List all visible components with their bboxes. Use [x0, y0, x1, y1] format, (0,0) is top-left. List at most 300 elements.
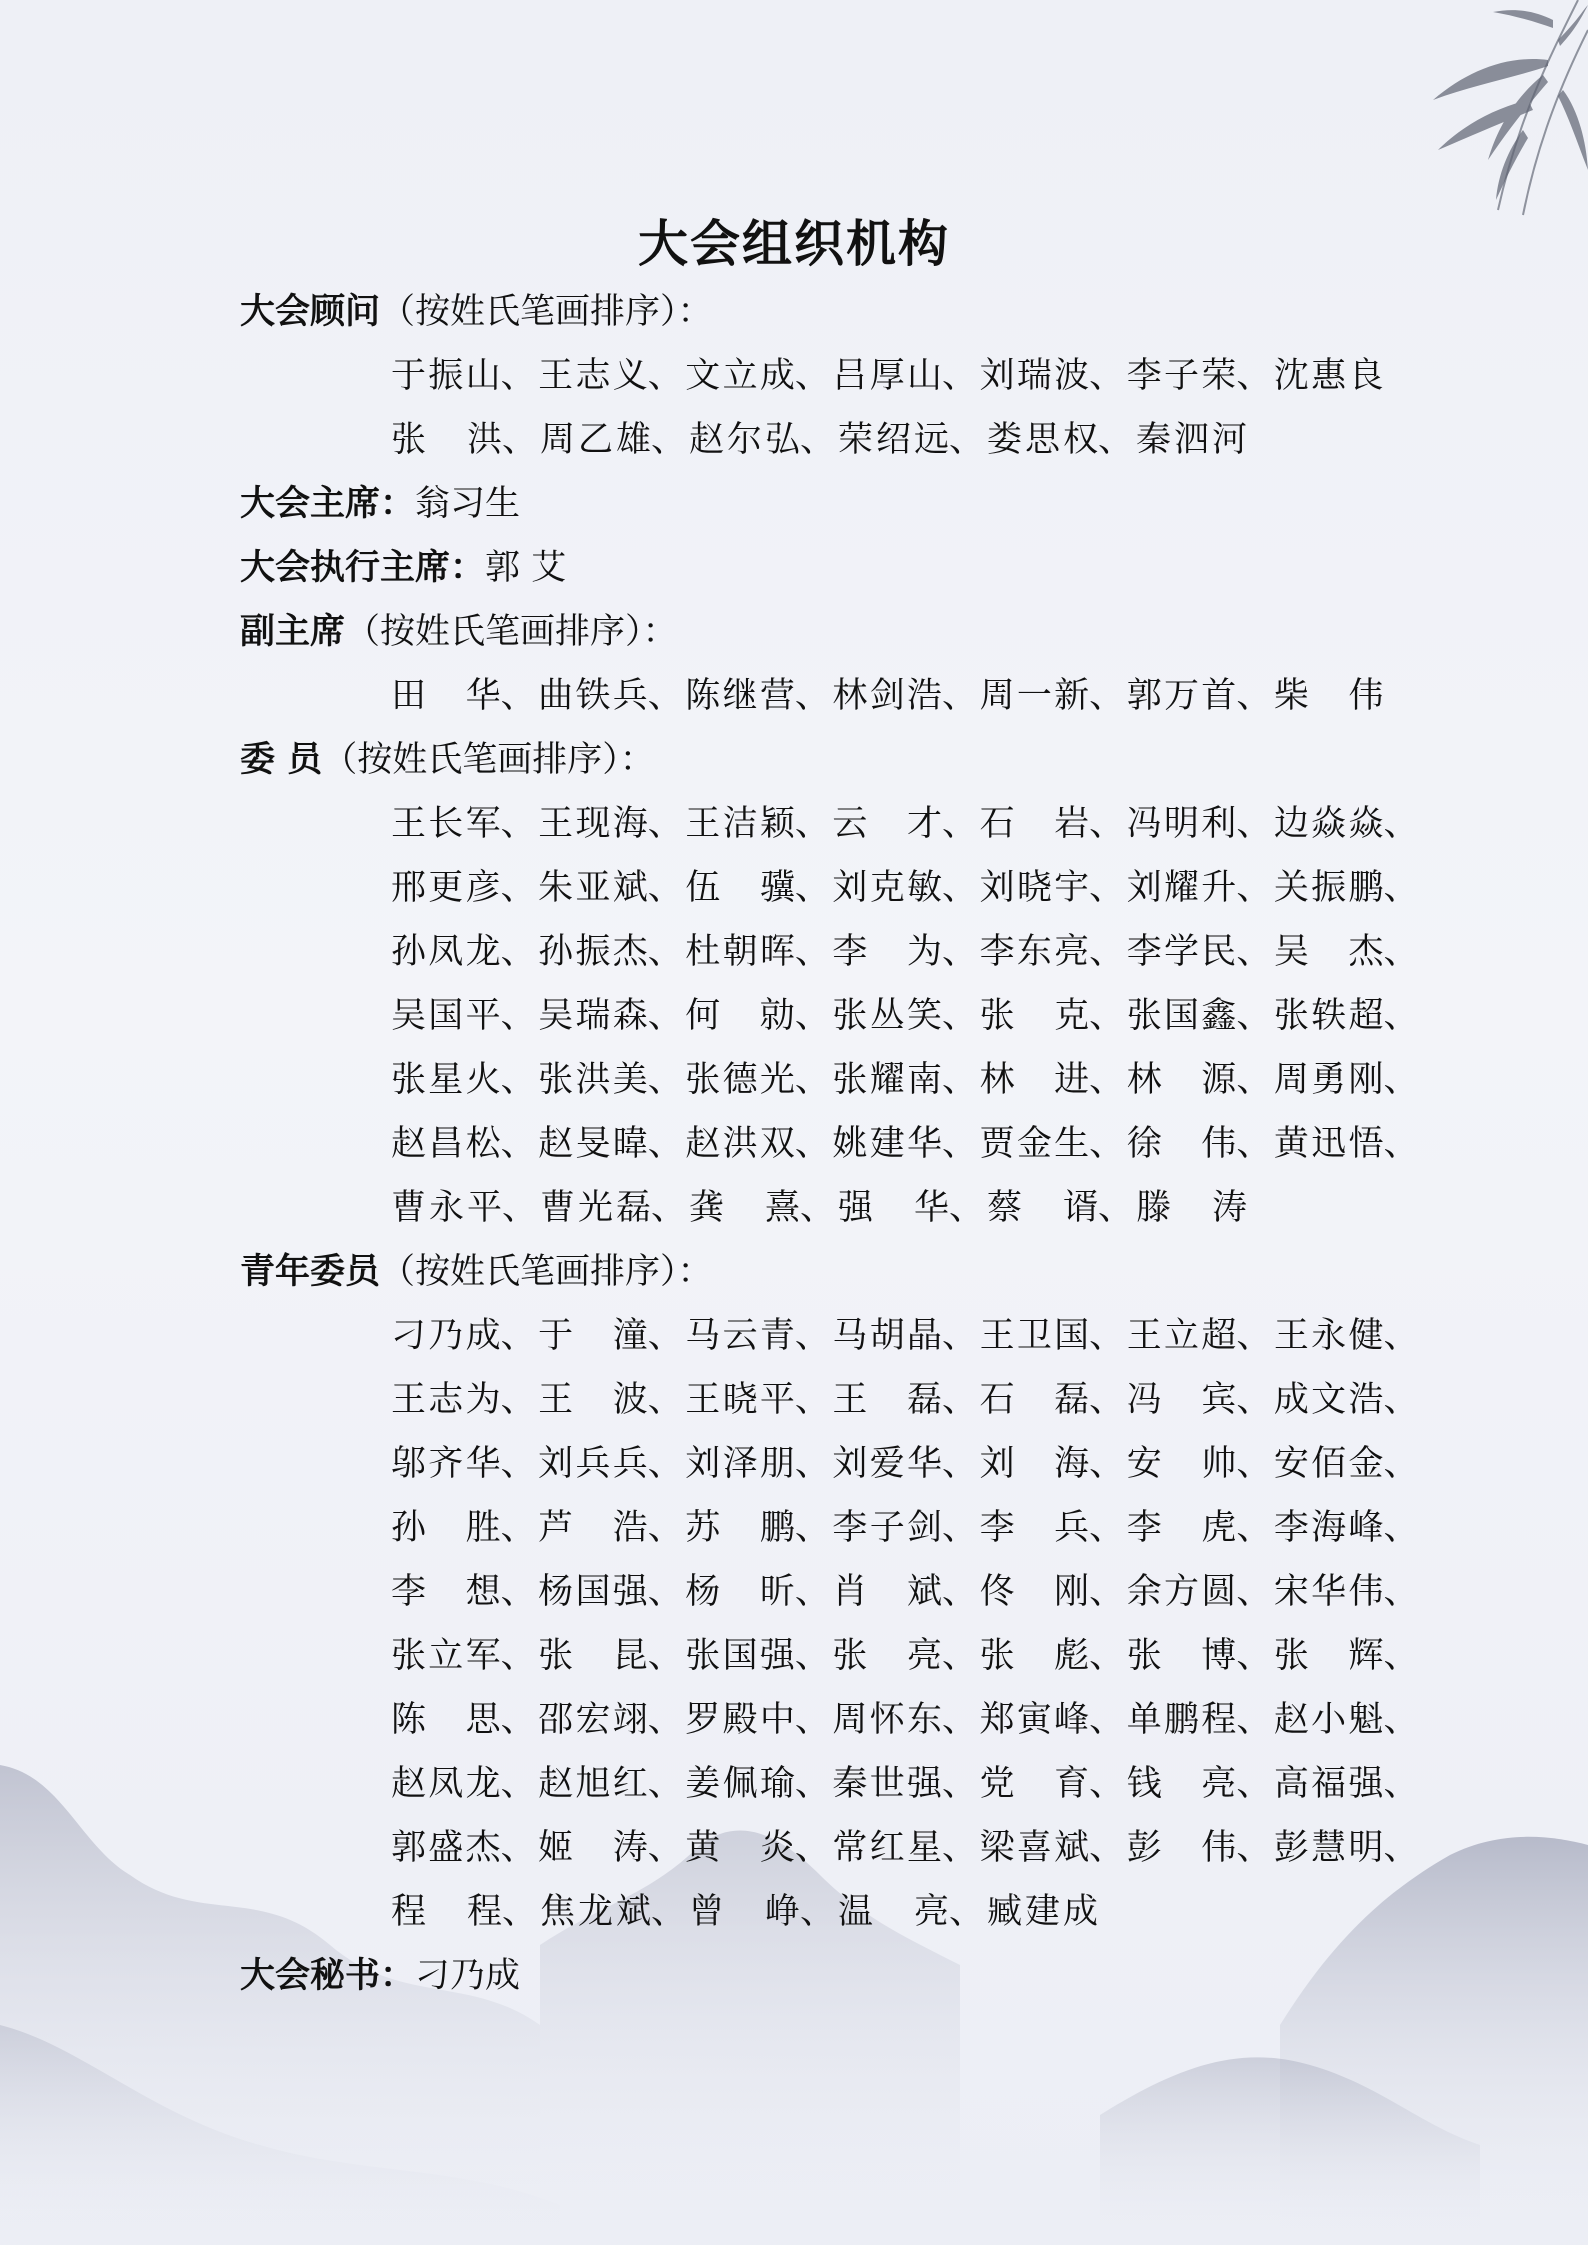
person-name: 苏鹏: [685, 1508, 795, 1548]
person-name: 张昆: [538, 1636, 648, 1676]
name-row: [391, 1058, 1421, 1102]
person-name: 赵小魁: [1273, 1700, 1384, 1740]
person-name: 安帅: [1126, 1444, 1237, 1484]
name-separator: 、: [1089, 1060, 1125, 1100]
person-name: 王磊: [832, 1380, 943, 1420]
name-separator: 、: [942, 804, 978, 844]
name-separator: 、: [1236, 356, 1272, 396]
name-row: [391, 1890, 1421, 1934]
name-separator: 、: [1236, 932, 1272, 972]
name-separator: 、: [794, 356, 830, 396]
person-name: 赵洪双: [685, 1124, 795, 1164]
person-name: 赵旻暐: [538, 1124, 648, 1164]
person-name: 马胡晶: [832, 1316, 943, 1356]
person-name: 张洪美: [538, 1060, 648, 1100]
person-name: 李虎: [1126, 1508, 1237, 1548]
name-separator: 、: [647, 804, 683, 844]
person-name: 周勇刚: [1273, 1060, 1384, 1100]
person-name: 程程: [391, 1892, 502, 1932]
name-separator: 、: [1383, 1380, 1419, 1420]
person-name: 周一新: [979, 676, 1090, 716]
youth-members-heading: [240, 1250, 713, 1294]
secretary-label: 大会秘书：: [240, 1956, 416, 1996]
name-separator: 、: [794, 1508, 830, 1548]
name-row: [391, 1570, 1421, 1614]
name-separator: 、: [502, 420, 538, 460]
name-separator: 、: [500, 356, 536, 396]
name-separator: 、: [1383, 1700, 1419, 1740]
name-separator: 、: [1236, 868, 1272, 908]
name-separator: 、: [794, 1316, 830, 1356]
name-separator: 、: [1089, 804, 1125, 844]
page-title: 大会组织机构: [638, 215, 950, 273]
name-separator: 、: [942, 1124, 978, 1164]
name-separator: 、: [942, 1444, 978, 1484]
name-separator: 、: [500, 1380, 536, 1420]
person-name: 刘晓宇: [979, 868, 1090, 908]
name-separator: 、: [647, 1828, 683, 1868]
person-name: 吴瑞森: [538, 996, 648, 1036]
name-separator: [1383, 674, 1421, 718]
person-name: 冯明利: [1126, 804, 1237, 844]
person-name: 田华: [391, 676, 501, 716]
person-name: 王志为: [391, 1380, 501, 1420]
person-name: 党育: [979, 1764, 1090, 1804]
person-name: 张立军: [391, 1636, 501, 1676]
chair-line: [240, 482, 520, 526]
vice-chairs-heading: [240, 610, 678, 654]
person-name: 吴杰: [1273, 932, 1384, 972]
person-name: 云才: [832, 804, 943, 844]
name-separator: 、: [1383, 868, 1419, 908]
name-separator: 、: [942, 1380, 978, 1420]
person-name: 于振山: [391, 356, 501, 396]
name-separator: 、: [942, 932, 978, 972]
name-separator: 、: [800, 1188, 836, 1228]
person-name: 刘克敏: [832, 868, 943, 908]
name-separator: 、: [942, 1572, 978, 1612]
youth-members-label: 青年委员: [240, 1252, 381, 1292]
person-name: 冯宾: [1126, 1380, 1237, 1420]
name-separator: 、: [1089, 1764, 1125, 1804]
name-row: [391, 994, 1421, 1038]
name-separator: 、: [794, 1444, 830, 1484]
name-separator: 、: [1383, 1316, 1419, 1356]
name-row: [391, 674, 1421, 718]
name-row: [391, 1698, 1421, 1742]
name-separator: 、: [500, 1124, 536, 1164]
person-name: 杨昕: [685, 1572, 795, 1612]
vice-chairs-label: 副主席: [240, 612, 346, 652]
name-separator: 、: [949, 1188, 985, 1228]
person-name: 陈继营: [685, 676, 795, 716]
name-row: [391, 1122, 1421, 1166]
name-row: [391, 1314, 1421, 1358]
person-name: 张彪: [979, 1636, 1090, 1676]
person-name: 单鹏程: [1126, 1700, 1237, 1740]
name-separator: 、: [1236, 1764, 1272, 1804]
name-separator: 、: [1236, 1700, 1272, 1740]
name-separator: 、: [502, 1188, 538, 1228]
name-separator: 、: [942, 996, 978, 1036]
person-name: 王波: [538, 1380, 648, 1420]
person-name: 芦浩: [538, 1508, 648, 1548]
person-name: 赵凤龙: [391, 1764, 501, 1804]
person-name: 刁乃成: [391, 1316, 501, 1356]
person-name: 文立成: [685, 356, 795, 396]
name-separator: 、: [500, 676, 536, 716]
person-name: 周乙雄: [540, 420, 651, 460]
name-separator: 、: [500, 996, 536, 1036]
name-separator: [1098, 1890, 1136, 1934]
name-separator: 、: [1383, 1636, 1419, 1676]
person-name: 陈思: [391, 1700, 501, 1740]
name-separator: 、: [1089, 1572, 1125, 1612]
name-separator: 、: [794, 1060, 830, 1100]
advisors-heading: [240, 290, 713, 334]
name-separator: 、: [1089, 1380, 1125, 1420]
exec-chair-value: 郭 艾: [485, 548, 567, 588]
person-name: 王晓平: [685, 1380, 795, 1420]
name-separator: 、: [500, 932, 536, 972]
person-name: 姬涛: [538, 1828, 648, 1868]
person-name: 何勍: [685, 996, 795, 1036]
name-separator: 、: [942, 1508, 978, 1548]
person-name: 梁喜斌: [979, 1828, 1090, 1868]
person-name: 沈惠良: [1273, 356, 1384, 396]
person-name: 王志义: [538, 356, 648, 396]
name-separator: 、: [949, 420, 985, 460]
person-name: 刘兵兵: [538, 1444, 648, 1484]
person-name: 李兵: [979, 1508, 1090, 1548]
name-row: [391, 930, 1421, 974]
name-separator: 、: [1236, 1124, 1272, 1164]
name-separator: 、: [647, 1700, 683, 1740]
person-name: 张辉: [1273, 1636, 1384, 1676]
name-separator: 、: [647, 996, 683, 1036]
secretary-line: [240, 1954, 520, 1998]
name-separator: 、: [1236, 996, 1272, 1036]
person-name: 杨国强: [538, 1572, 648, 1612]
name-separator: 、: [949, 1892, 985, 1932]
name-separator: 、: [1383, 1444, 1419, 1484]
person-name: 李为: [832, 932, 943, 972]
name-separator: 、: [1383, 1572, 1419, 1612]
person-name: 王立超: [1126, 1316, 1237, 1356]
name-separator: 、: [794, 1764, 830, 1804]
person-name: 石岩: [979, 804, 1090, 844]
name-separator: 、: [500, 868, 536, 908]
members-heading: [240, 738, 655, 782]
person-name: 赵旭红: [538, 1764, 648, 1804]
person-name: 吕厚山: [832, 356, 943, 396]
person-name: 张亮: [832, 1636, 943, 1676]
name-separator: 、: [1089, 356, 1125, 396]
name-separator: 、: [794, 1636, 830, 1676]
person-name: 吴国平: [391, 996, 501, 1036]
vice-chairs-note: （按姓氏笔画排序）：: [345, 612, 678, 652]
person-name: 张国强: [685, 1636, 795, 1676]
person-name: 林剑浩: [832, 676, 943, 716]
name-separator: 、: [1089, 932, 1125, 972]
person-name: 钱亮: [1126, 1764, 1237, 1804]
name-separator: 、: [794, 932, 830, 972]
name-row: [391, 1186, 1421, 1230]
person-name: 姚建华: [832, 1124, 943, 1164]
person-name: 秦泗河: [1136, 420, 1247, 460]
person-name: 李想: [391, 1572, 501, 1612]
name-separator: 、: [1089, 996, 1125, 1036]
person-name: 张星火: [391, 1060, 501, 1100]
person-name: 周怀东: [832, 1700, 943, 1740]
name-separator: 、: [1236, 676, 1272, 716]
name-separator: 、: [500, 1444, 536, 1484]
name-separator: 、: [647, 356, 683, 396]
name-row: [391, 1762, 1421, 1806]
name-separator: 、: [794, 1828, 830, 1868]
name-separator: 、: [647, 1636, 683, 1676]
person-name: 彭慧明: [1273, 1828, 1384, 1868]
person-name: 王长军: [391, 804, 501, 844]
person-name: 马云青: [685, 1316, 795, 1356]
name-separator: 、: [1098, 1188, 1134, 1228]
person-name: 赵昌松: [391, 1124, 501, 1164]
name-separator: [1247, 418, 1285, 462]
person-name: 宋华伟: [1273, 1572, 1384, 1612]
person-name: 臧建成: [987, 1892, 1098, 1932]
name-row: [391, 1826, 1421, 1870]
person-name: 王永健: [1273, 1316, 1384, 1356]
name-separator: 、: [794, 1380, 830, 1420]
name-separator: 、: [647, 1572, 683, 1612]
name-separator: 、: [500, 1060, 536, 1100]
name-separator: 、: [647, 1316, 683, 1356]
person-name: 成文浩: [1273, 1380, 1384, 1420]
person-name: 刘泽朋: [685, 1444, 795, 1484]
person-name: 孙凤龙: [391, 932, 501, 972]
name-separator: 、: [794, 804, 830, 844]
person-name: 郑寅峰: [979, 1700, 1090, 1740]
name-separator: 、: [1236, 1572, 1272, 1612]
person-name: 佟刚: [979, 1572, 1090, 1612]
name-separator: 、: [800, 1892, 836, 1932]
name-separator: 、: [1098, 420, 1134, 460]
name-separator: 、: [500, 1508, 536, 1548]
advisors-label: 大会顾问: [240, 292, 381, 332]
person-name: 邬齐华: [391, 1444, 501, 1484]
person-name: 孙振杰: [538, 932, 648, 972]
name-separator: 、: [942, 1764, 978, 1804]
name-separator: 、: [942, 868, 978, 908]
person-name: 刘爱华: [832, 1444, 943, 1484]
person-name: 蔡谞: [987, 1188, 1098, 1228]
name-separator: 、: [1383, 1828, 1419, 1868]
name-separator: 、: [800, 420, 836, 460]
name-separator: 、: [1236, 1508, 1272, 1548]
name-separator: 、: [500, 1316, 536, 1356]
name-row: [391, 1506, 1421, 1550]
person-name: 温亮: [838, 1892, 949, 1932]
name-separator: 、: [1236, 1636, 1272, 1676]
person-name: 杜朝晖: [685, 932, 795, 972]
person-name: 肖斌: [832, 1572, 943, 1612]
name-separator: 、: [794, 1700, 830, 1740]
name-separator: 、: [794, 676, 830, 716]
name-separator: 、: [500, 804, 536, 844]
person-name: 张博: [1126, 1636, 1237, 1676]
name-separator: 、: [942, 676, 978, 716]
name-separator: 、: [647, 1124, 683, 1164]
name-separator: 、: [1236, 1060, 1272, 1100]
name-separator: 、: [647, 932, 683, 972]
name-row: [391, 354, 1421, 398]
name-separator: 、: [647, 1764, 683, 1804]
name-separator: 、: [942, 1316, 978, 1356]
name-separator: 、: [647, 1060, 683, 1100]
person-name: 伍骥: [685, 868, 795, 908]
person-name: 黄炎: [685, 1828, 795, 1868]
name-separator: 、: [942, 1700, 978, 1740]
person-name: 荣绍远: [838, 420, 949, 460]
person-name: 张国鑫: [1126, 996, 1237, 1036]
person-name: 常红星: [832, 1828, 943, 1868]
person-name: 王卫国: [979, 1316, 1090, 1356]
name-separator: 、: [1383, 1124, 1419, 1164]
person-name: 林源: [1126, 1060, 1237, 1100]
person-name: 石磊: [979, 1380, 1090, 1420]
person-name: 刘海: [979, 1444, 1090, 1484]
exec-chair-label: 大会执行主席：: [240, 548, 486, 588]
chair-label: 大会主席：: [240, 484, 416, 524]
person-name: 孙胜: [391, 1508, 501, 1548]
name-separator: 、: [1089, 1636, 1125, 1676]
person-name: 王现海: [538, 804, 648, 844]
person-name: 焦龙斌: [540, 1892, 651, 1932]
person-name: 龚熹: [689, 1188, 800, 1228]
name-separator: 、: [1236, 1316, 1272, 1356]
person-name: 李海峰: [1273, 1508, 1384, 1548]
person-name: 余方圆: [1126, 1572, 1237, 1612]
name-separator: 、: [651, 1892, 687, 1932]
name-row: [391, 418, 1421, 462]
person-name: 邵宏翊: [538, 1700, 648, 1740]
name-separator: 、: [1089, 1700, 1125, 1740]
name-separator: 、: [502, 1892, 538, 1932]
person-name: 曲铁兵: [538, 676, 648, 716]
person-name: 贾金生: [979, 1124, 1090, 1164]
name-separator: 、: [1089, 1444, 1125, 1484]
name-separator: 、: [647, 676, 683, 716]
person-name: 姜佩瑜: [685, 1764, 795, 1804]
name-separator: 、: [942, 1060, 978, 1100]
person-name: 黄迅悟: [1273, 1124, 1384, 1164]
person-name: 林进: [979, 1060, 1090, 1100]
name-separator: 、: [1383, 1060, 1419, 1100]
person-name: 柴伟: [1273, 676, 1384, 716]
person-name: 王洁颖: [685, 804, 795, 844]
name-separator: 、: [500, 1572, 536, 1612]
person-name: 张克: [979, 996, 1090, 1036]
name-separator: 、: [942, 356, 978, 396]
name-separator: 、: [1236, 804, 1272, 844]
name-separator: [1247, 1186, 1285, 1230]
name-separator: 、: [1236, 1444, 1272, 1484]
person-name: 郭盛杰: [391, 1828, 501, 1868]
secretary-value: 刁乃成: [415, 1956, 521, 1996]
person-name: 娄思权: [987, 420, 1098, 460]
person-name: 关振鹏: [1273, 868, 1384, 908]
youth-members-note: （按姓氏笔画排序）：: [380, 1252, 713, 1292]
person-name: 李学民: [1126, 932, 1237, 972]
name-separator: 、: [1383, 932, 1419, 972]
name-separator: 、: [500, 1636, 536, 1676]
person-name: 张耀南: [832, 1060, 943, 1100]
person-name: 彭伟: [1126, 1828, 1237, 1868]
name-separator: 、: [500, 1764, 536, 1804]
bamboo-decoration: [1348, 0, 1588, 220]
name-separator: 、: [1236, 1380, 1272, 1420]
name-separator: 、: [1383, 1764, 1419, 1804]
person-name: 李子剑: [832, 1508, 943, 1548]
person-name: 曹光磊: [540, 1188, 651, 1228]
name-separator: 、: [942, 1636, 978, 1676]
name-separator: 、: [1383, 996, 1419, 1036]
name-separator: 、: [1383, 1508, 1419, 1548]
name-separator: 、: [647, 1508, 683, 1548]
name-separator: 、: [794, 1124, 830, 1164]
name-separator: 、: [647, 868, 683, 908]
name-separator: 、: [1089, 868, 1125, 908]
person-name: 张轶超: [1273, 996, 1384, 1036]
advisors-note: （按姓氏笔画排序）：: [380, 292, 713, 332]
name-separator: 、: [1236, 1828, 1272, 1868]
members-label: 委 员: [240, 740, 323, 780]
person-name: 徐伟: [1126, 1124, 1237, 1164]
name-row: [391, 866, 1421, 910]
chair-value: 翁习生: [415, 484, 521, 524]
person-name: 强华: [838, 1188, 949, 1228]
person-name: 高福强: [1273, 1764, 1384, 1804]
person-name: 张丛笑: [832, 996, 943, 1036]
person-name: 郭万首: [1126, 676, 1237, 716]
person-name: 邢更彦: [391, 868, 501, 908]
name-row: [391, 1378, 1421, 1422]
person-name: 朱亚斌: [538, 868, 648, 908]
name-separator: 、: [500, 1700, 536, 1740]
person-name: 刘瑞波: [979, 356, 1090, 396]
name-separator: 、: [942, 1828, 978, 1868]
name-separator: 、: [651, 420, 687, 460]
name-separator: 、: [794, 868, 830, 908]
person-name: 刘耀升: [1126, 868, 1237, 908]
person-name: 赵尔弘: [689, 420, 800, 460]
person-name: 张德光: [685, 1060, 795, 1100]
name-separator: 、: [1089, 1828, 1125, 1868]
name-row: [391, 802, 1421, 846]
name-row: [391, 1634, 1421, 1678]
name-separator: 、: [1089, 1124, 1125, 1164]
person-name: 张洪: [391, 420, 502, 460]
person-name: 李东亮: [979, 932, 1090, 972]
name-row: [391, 1442, 1421, 1486]
person-name: 于潼: [538, 1316, 648, 1356]
name-separator: 、: [651, 1188, 687, 1228]
person-name: 安佰金: [1273, 1444, 1384, 1484]
name-separator: [1383, 354, 1421, 398]
name-separator: 、: [1089, 1316, 1125, 1356]
name-separator: 、: [1089, 1508, 1125, 1548]
person-name: 罗殿中: [685, 1700, 795, 1740]
